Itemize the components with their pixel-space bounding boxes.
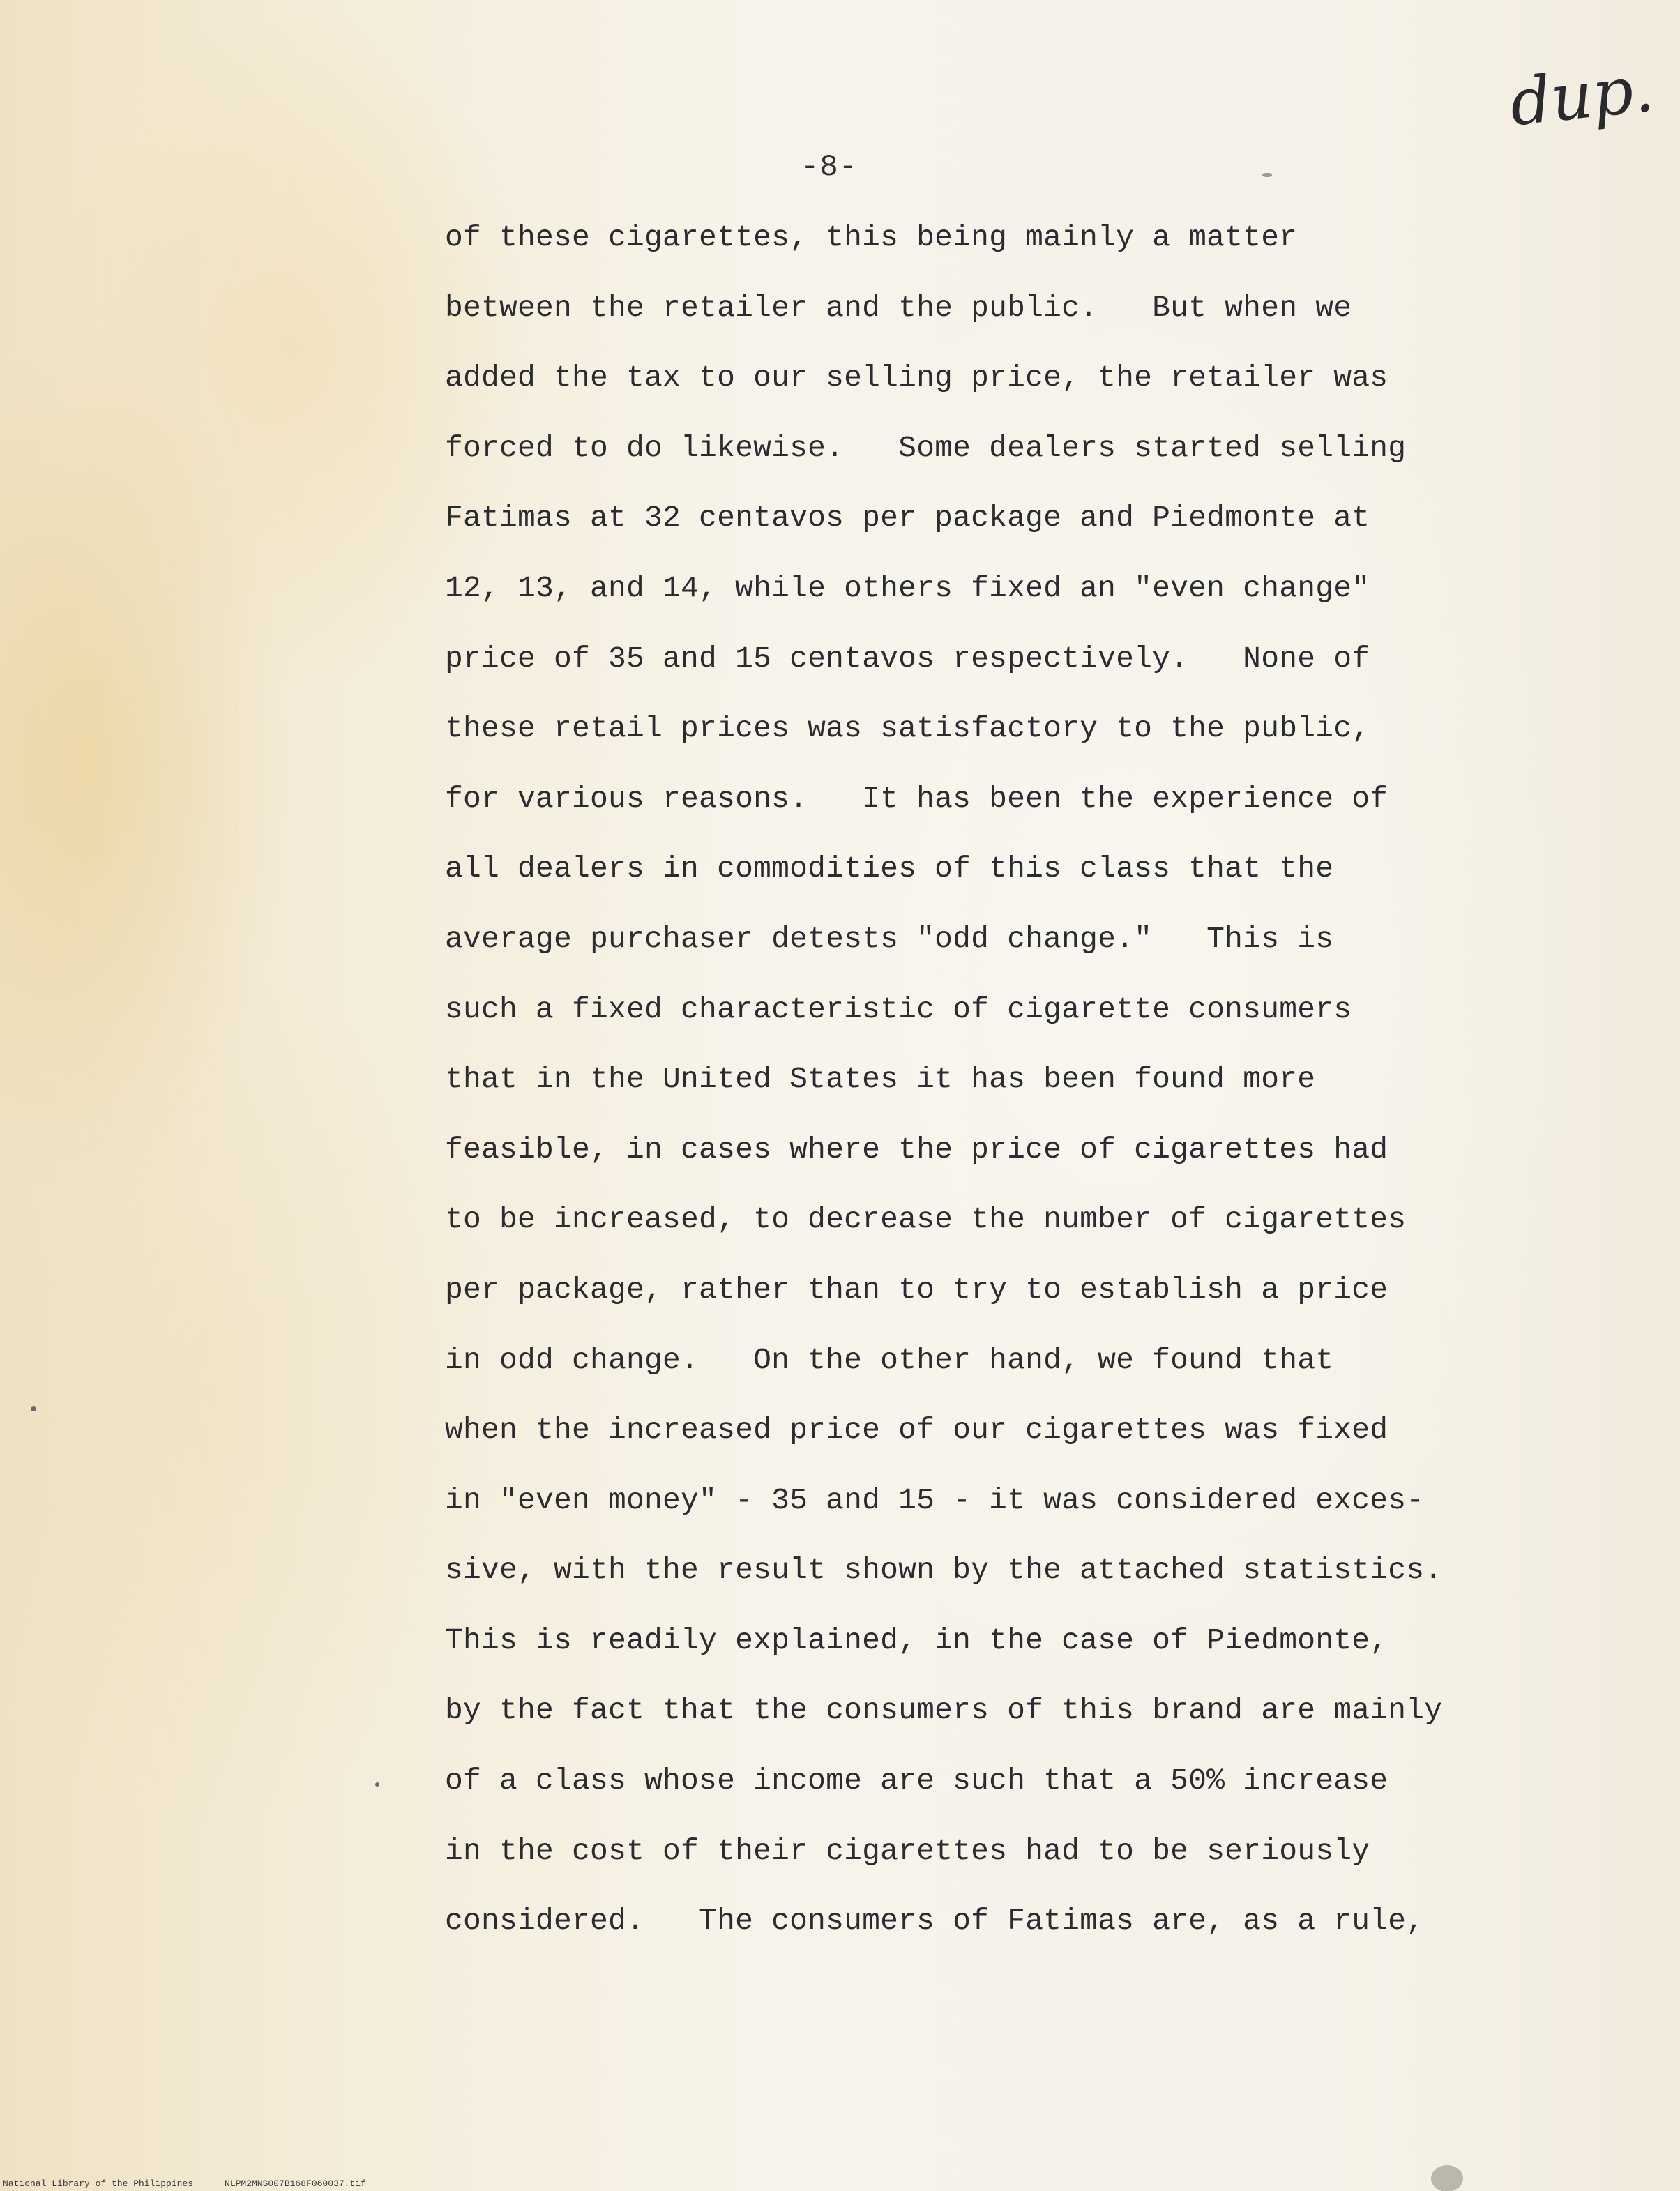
text-line: feasible, in cases where the price of cigarettes had xyxy=(445,1132,1388,1167)
text-line: between the retailer and the public. But when we xyxy=(445,290,1352,325)
text-line: all dealers in commodities of this class that the xyxy=(445,851,1334,886)
text-line: forced to do likewise. Some dealers started selling xyxy=(445,430,1407,465)
text-line: when the increased price of our cigarettes was fixed xyxy=(445,1413,1388,1448)
text-line: considered. The consumers of Fatimas are, as a rule, xyxy=(445,1904,1425,1939)
text-line: 12, 13, and 14, while others fixed an "even change" xyxy=(445,570,1370,605)
text-line: in the cost of their cigarettes had to be seriously xyxy=(445,1833,1370,1868)
archive-caption: National Library of the Philippines xyxy=(3,2178,194,2189)
text-line: by the fact that the consumers of this brand are mainly xyxy=(445,1693,1443,1728)
archive-filename: NLPM2MNS007B168F060037.tif xyxy=(225,2178,366,2189)
text-line: in odd change. On the other hand, we found that xyxy=(445,1342,1334,1377)
text-line: in "even money" - 35 and 15 - it was considered exces- xyxy=(445,1483,1425,1517)
handwritten-note: dup. xyxy=(1506,51,1658,141)
text-line: per package, rather than to try to establish a price xyxy=(445,1272,1388,1307)
body-text xyxy=(445,215,1449,1969)
text-line: these retail prices was satisfactory to the public, xyxy=(445,711,1370,746)
paper-speck xyxy=(375,1782,379,1787)
punch-hole-mark xyxy=(1431,2165,1463,2191)
text-line: for various reasons. It has been the experience of xyxy=(445,781,1388,816)
text-line: of a class whose income are such that a 50% increase xyxy=(445,1764,1388,1798)
paper-speck xyxy=(31,1406,36,1411)
page-number: -8- xyxy=(801,150,858,185)
text-line: such a fixed characteristic of cigarette consumers xyxy=(445,992,1352,1026)
text-line: to be increased, to decrease the number of cigarettes xyxy=(445,1202,1407,1237)
text-line: price of 35 and 15 centavos respectively. None of xyxy=(445,641,1370,676)
text-line: of these cigarettes, this being mainly a matter xyxy=(445,220,1298,255)
paper-speck xyxy=(1262,173,1272,177)
text-line: This is readily explained, in the case of Piedmonte, xyxy=(445,1623,1388,1658)
text-line: average purchaser detests "odd change." This is xyxy=(445,921,1334,956)
text-line: Fatimas at 32 centavos per package and Piedmonte at xyxy=(445,501,1370,536)
text-line: added the tax to our selling price, the retailer was xyxy=(445,361,1388,395)
text-line: that in the United States it has been found more xyxy=(445,1062,1316,1097)
text-line: sive, with the result shown by the attached statistics. xyxy=(445,1553,1443,1588)
